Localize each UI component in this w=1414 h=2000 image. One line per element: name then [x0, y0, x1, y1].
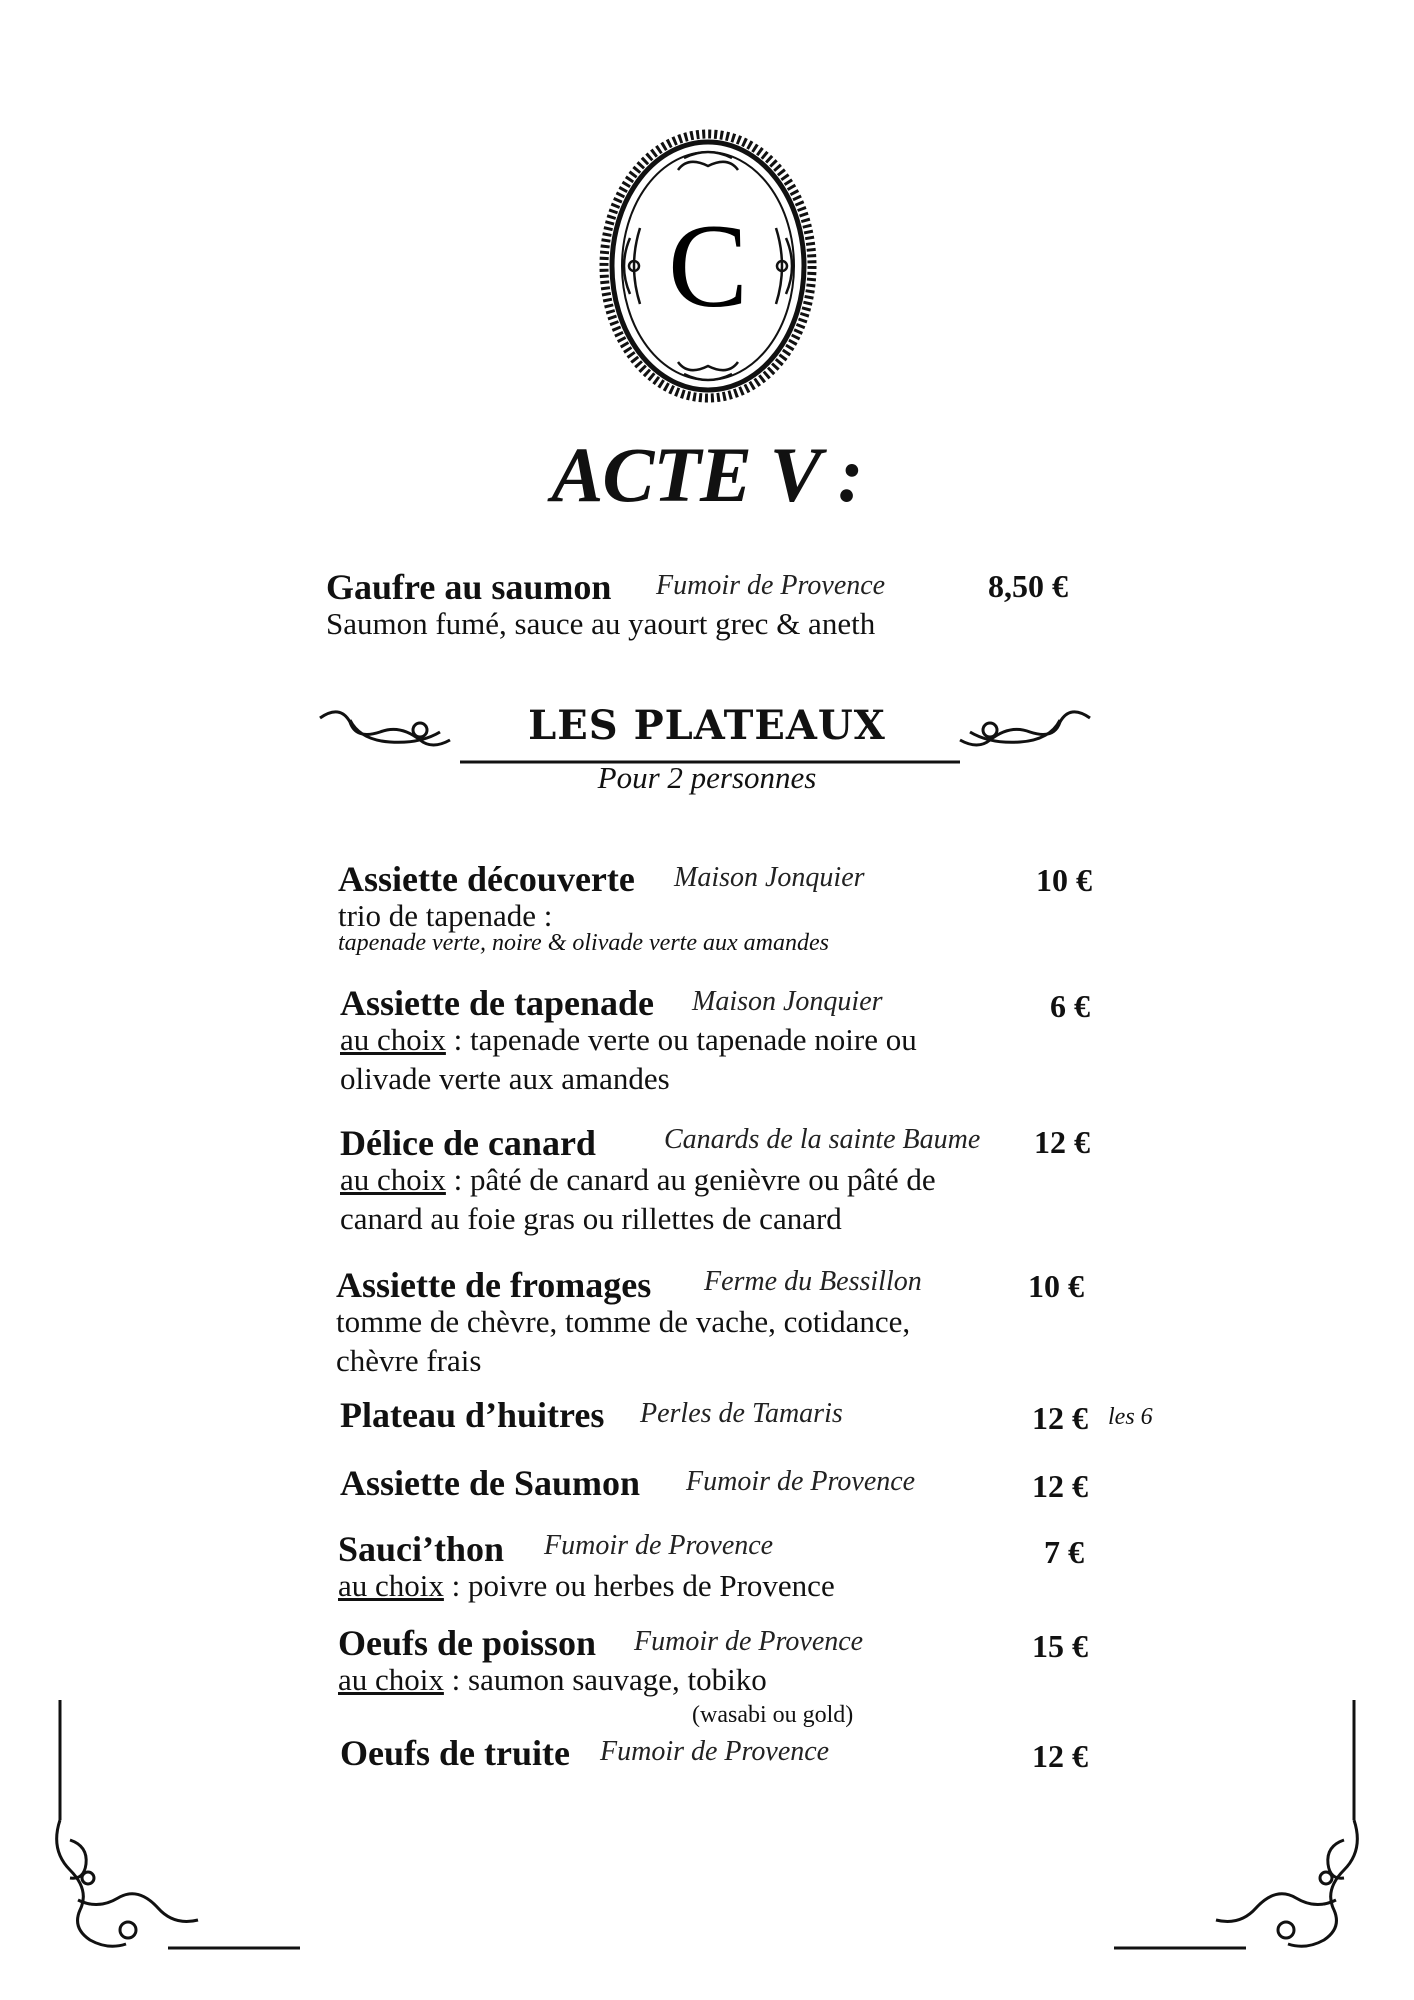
item-name: Délice de canard: [340, 1123, 596, 1163]
corner-ornament-left: [48, 1700, 308, 1960]
item-price: 15 €: [1032, 1628, 1088, 1664]
item-description-cont: chèvre frais: [336, 1343, 482, 1378]
item-name: Oeufs de truite: [340, 1733, 570, 1773]
item-quantity-note: les 6: [1108, 1404, 1153, 1430]
item-producer: Canards de la sainte Baume: [664, 1124, 981, 1155]
item-producer: Maison Jonquier: [692, 986, 883, 1017]
section-subtitle: Pour 2 personnes: [597, 760, 817, 795]
featured-producer: Fumoir de Provence: [656, 570, 886, 601]
item-description: trio de tapenade :: [338, 898, 553, 933]
item-description-cont: olivade verte aux amandes: [340, 1061, 670, 1096]
item-name: Plateau d’huitres: [340, 1395, 605, 1435]
choice-label: au choix: [340, 1022, 446, 1057]
item-price: 12 €: [1032, 1738, 1088, 1774]
item-price: 10 €: [1028, 1268, 1084, 1304]
featured-description: Saumon fumé, sauce au yaourt grec & aneth: [326, 606, 876, 641]
item-name: Assiette de Saumon: [340, 1463, 641, 1503]
item-producer: Perles de Tamaris: [640, 1398, 843, 1429]
item-price: 10 €: [1036, 862, 1092, 898]
corner-ornament-right: [1106, 1700, 1366, 1960]
item-description: tomme de chèvre, tomme de vache, cotidance,: [336, 1304, 911, 1339]
featured-name: Gaufre au saumon: [326, 567, 612, 607]
featured-price: 8,50 €: [988, 568, 1068, 604]
restaurant-logo: [598, 128, 818, 404]
item-producer: Fumoir de Provence: [634, 1626, 864, 1657]
item-description-text: : saumon sauvage, tobiko: [443, 1662, 767, 1697]
item-name: Sauci’thon: [338, 1529, 505, 1569]
choice-label: au choix: [338, 1662, 444, 1697]
item-description-text: : tapenade verte ou tapenade noire ou: [445, 1022, 917, 1057]
item-description-text: : poivre ou herbes de Provence: [443, 1568, 835, 1603]
item-name: Assiette de fromages: [336, 1265, 652, 1305]
item-description: [340, 1020, 917, 1059]
item-producer: Maison Jonquier: [674, 862, 865, 893]
item-name: Assiette découverte: [338, 859, 635, 899]
item-price: 12 €: [1032, 1468, 1088, 1504]
item-producer: Fumoir de Provence: [686, 1466, 916, 1497]
logo-letter: C: [667, 199, 749, 332]
item-description: [338, 1566, 835, 1605]
choice-label: au choix: [340, 1162, 446, 1197]
item-description-detail: (wasabi ou gold): [692, 1702, 854, 1728]
item-description: [338, 1660, 767, 1699]
item-price: 12 €: [1034, 1124, 1090, 1160]
page-title: ACTE V :: [551, 431, 863, 518]
item-price: 7 €: [1044, 1534, 1084, 1570]
item-price: 12 €: [1032, 1400, 1088, 1436]
item-name: Oeufs de poisson: [338, 1623, 597, 1663]
item-description-text: : pâté de canard au genièvre ou pâté de: [445, 1162, 936, 1197]
item-producer: Fumoir de Provence: [600, 1736, 830, 1767]
item-producer: Ferme du Bessillon: [704, 1266, 922, 1297]
section-title: LES PLATEAUX: [528, 702, 886, 749]
item-description-cont: canard au foie gras ou rillettes de canard: [340, 1201, 842, 1236]
choice-label: au choix: [338, 1568, 444, 1603]
item-price: 6 €: [1050, 988, 1090, 1024]
item-description: [340, 1160, 936, 1199]
item-name: Assiette de tapenade: [340, 983, 654, 1023]
item-description-detail: tapenade verte, noire & olivade verte aux amandes: [338, 930, 829, 956]
item-producer: Fumoir de Provence: [544, 1530, 774, 1561]
